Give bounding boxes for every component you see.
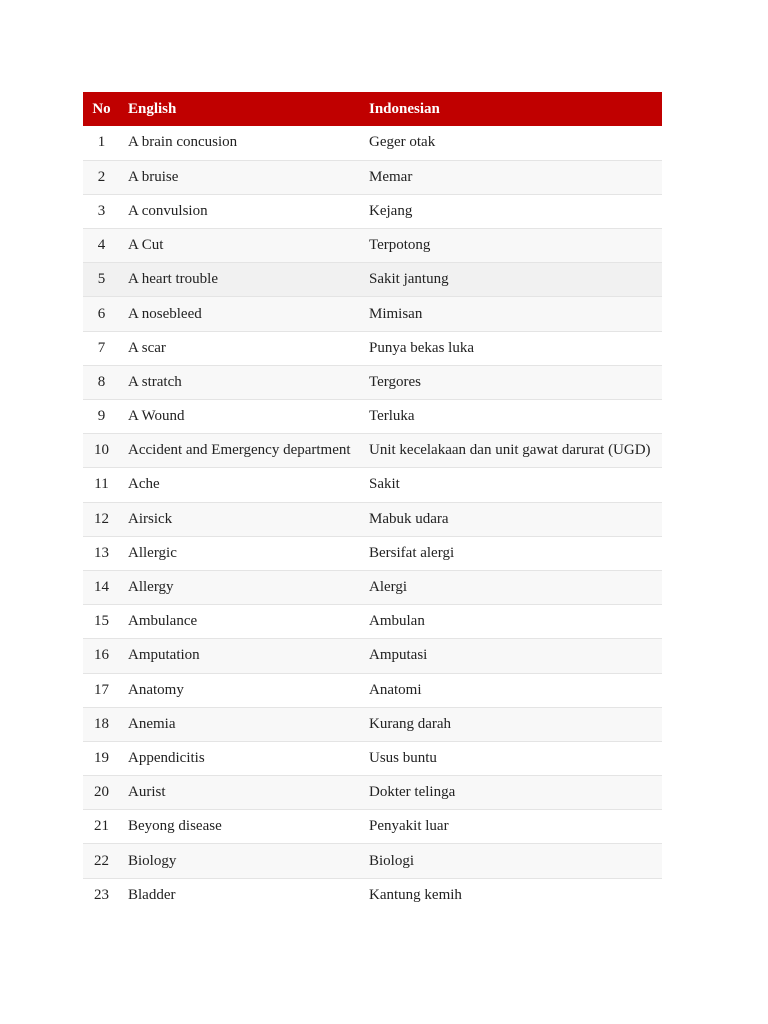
cell-indonesian: Usus buntu xyxy=(369,749,437,766)
cell-no: 7 xyxy=(97,339,106,356)
table-row xyxy=(83,810,662,844)
cell-indonesian: Anatomi xyxy=(369,681,422,698)
cell-no: 19 xyxy=(94,749,109,766)
cell-no: 2 xyxy=(97,168,106,185)
cell-no: 4 xyxy=(97,237,106,254)
cell-english: Ambulance xyxy=(128,613,198,630)
cell-no: 20 xyxy=(94,784,109,801)
cell-no: 21 xyxy=(94,818,109,835)
cell-no: 6 xyxy=(97,305,106,322)
cell-indonesian: Penyakit luar xyxy=(369,818,449,835)
cell-no: 12 xyxy=(94,510,109,527)
cell-english: A Cut xyxy=(128,237,164,254)
header-indonesian: Indonesian xyxy=(369,100,440,117)
cell-english: Beyong disease xyxy=(128,818,222,835)
table-row xyxy=(83,707,662,741)
table-body xyxy=(83,126,662,912)
table-row xyxy=(83,673,662,707)
table-row xyxy=(83,570,662,604)
cell-english: Aurist xyxy=(128,784,166,801)
cell-indonesian: Mabuk udara xyxy=(369,510,449,527)
cell-no: 15 xyxy=(94,613,109,630)
cell-indonesian: Dokter telinga xyxy=(369,784,456,801)
cell-indonesian: Bersifat alergi xyxy=(369,544,455,561)
table-row xyxy=(83,639,662,673)
cell-indonesian: Geger otak xyxy=(369,134,436,151)
table-row xyxy=(83,776,662,810)
cell-no: 14 xyxy=(94,579,109,596)
cell-indonesian: Kejang xyxy=(369,202,413,219)
cell-no: 8 xyxy=(97,373,106,390)
header-row xyxy=(83,92,662,126)
cell-english: Allergy xyxy=(128,579,174,596)
cell-no: 11 xyxy=(94,476,109,493)
cell-english: A brain concusion xyxy=(128,134,238,151)
cell-english: A bruise xyxy=(128,168,179,185)
table-row xyxy=(83,194,662,228)
cell-english: A scar xyxy=(128,339,166,356)
cell-indonesian: Terpotong xyxy=(369,237,431,254)
table-row xyxy=(83,844,662,878)
cell-indonesian: Biologi xyxy=(369,852,415,869)
table-row xyxy=(83,878,662,912)
cell-indonesian: Terluka xyxy=(369,408,415,425)
table-row xyxy=(83,126,662,160)
table-header xyxy=(83,92,662,126)
table-row xyxy=(83,434,662,468)
cell-english: A stratch xyxy=(128,373,182,390)
cell-no: 9 xyxy=(97,408,106,425)
cell-indonesian: Tergores xyxy=(369,373,421,390)
cell-english: Biology xyxy=(128,852,177,869)
cell-indonesian: Sakit xyxy=(369,476,400,493)
table-row xyxy=(83,468,662,502)
cell-no: 22 xyxy=(94,852,109,869)
table-row xyxy=(83,536,662,570)
table-row xyxy=(83,160,662,194)
cell-indonesian: Kantung kemih xyxy=(369,886,462,903)
cell-english: Anemia xyxy=(128,715,176,732)
cell-no: 5 xyxy=(97,271,106,288)
table-row xyxy=(83,741,662,775)
table-row xyxy=(83,365,662,399)
cell-indonesian: Kurang darah xyxy=(369,715,452,732)
header-english: English xyxy=(128,100,177,117)
cell-english: Appendicitis xyxy=(128,749,205,766)
cell-english: Allergic xyxy=(128,544,177,561)
cell-no: 10 xyxy=(94,442,109,459)
table-row xyxy=(83,331,662,365)
cell-english: Ache xyxy=(128,476,160,493)
cell-no: 1 xyxy=(97,134,106,151)
cell-english: Anatomy xyxy=(128,681,184,698)
vocabulary-table xyxy=(83,92,662,912)
cell-no: 16 xyxy=(94,647,109,664)
table-row xyxy=(83,263,662,297)
cell-indonesian: Alergi xyxy=(369,579,408,596)
cell-indonesian: Unit kecelakaan dan unit gawat darurat (UGD) xyxy=(369,442,651,459)
table-row xyxy=(83,297,662,331)
cell-indonesian: Ambulan xyxy=(369,613,425,630)
table-row xyxy=(83,400,662,434)
cell-english: Amputation xyxy=(128,647,200,664)
header-no: No xyxy=(92,100,111,117)
cell-english: Airsick xyxy=(128,510,173,527)
cell-english: A Wound xyxy=(128,408,185,425)
cell-indonesian: Punya bekas luka xyxy=(369,339,474,356)
cell-indonesian: Sakit jantung xyxy=(369,271,449,288)
cell-indonesian: Memar xyxy=(369,168,413,185)
table-row xyxy=(83,502,662,536)
cell-no: 23 xyxy=(94,886,109,903)
cell-indonesian: Mimisan xyxy=(369,305,423,322)
cell-no: 13 xyxy=(94,544,109,561)
table-row xyxy=(83,229,662,263)
cell-no: 3 xyxy=(97,202,106,219)
cell-no: 17 xyxy=(94,681,109,698)
cell-english: A nosebleed xyxy=(128,305,202,322)
cell-indonesian: Amputasi xyxy=(369,647,428,664)
cell-english: Accident and Emergency department xyxy=(128,442,351,459)
cell-no: 18 xyxy=(94,715,109,732)
cell-english: Bladder xyxy=(128,886,176,903)
table-row xyxy=(83,605,662,639)
cell-english: A heart trouble xyxy=(128,271,218,288)
cell-english: A convulsion xyxy=(128,202,208,219)
